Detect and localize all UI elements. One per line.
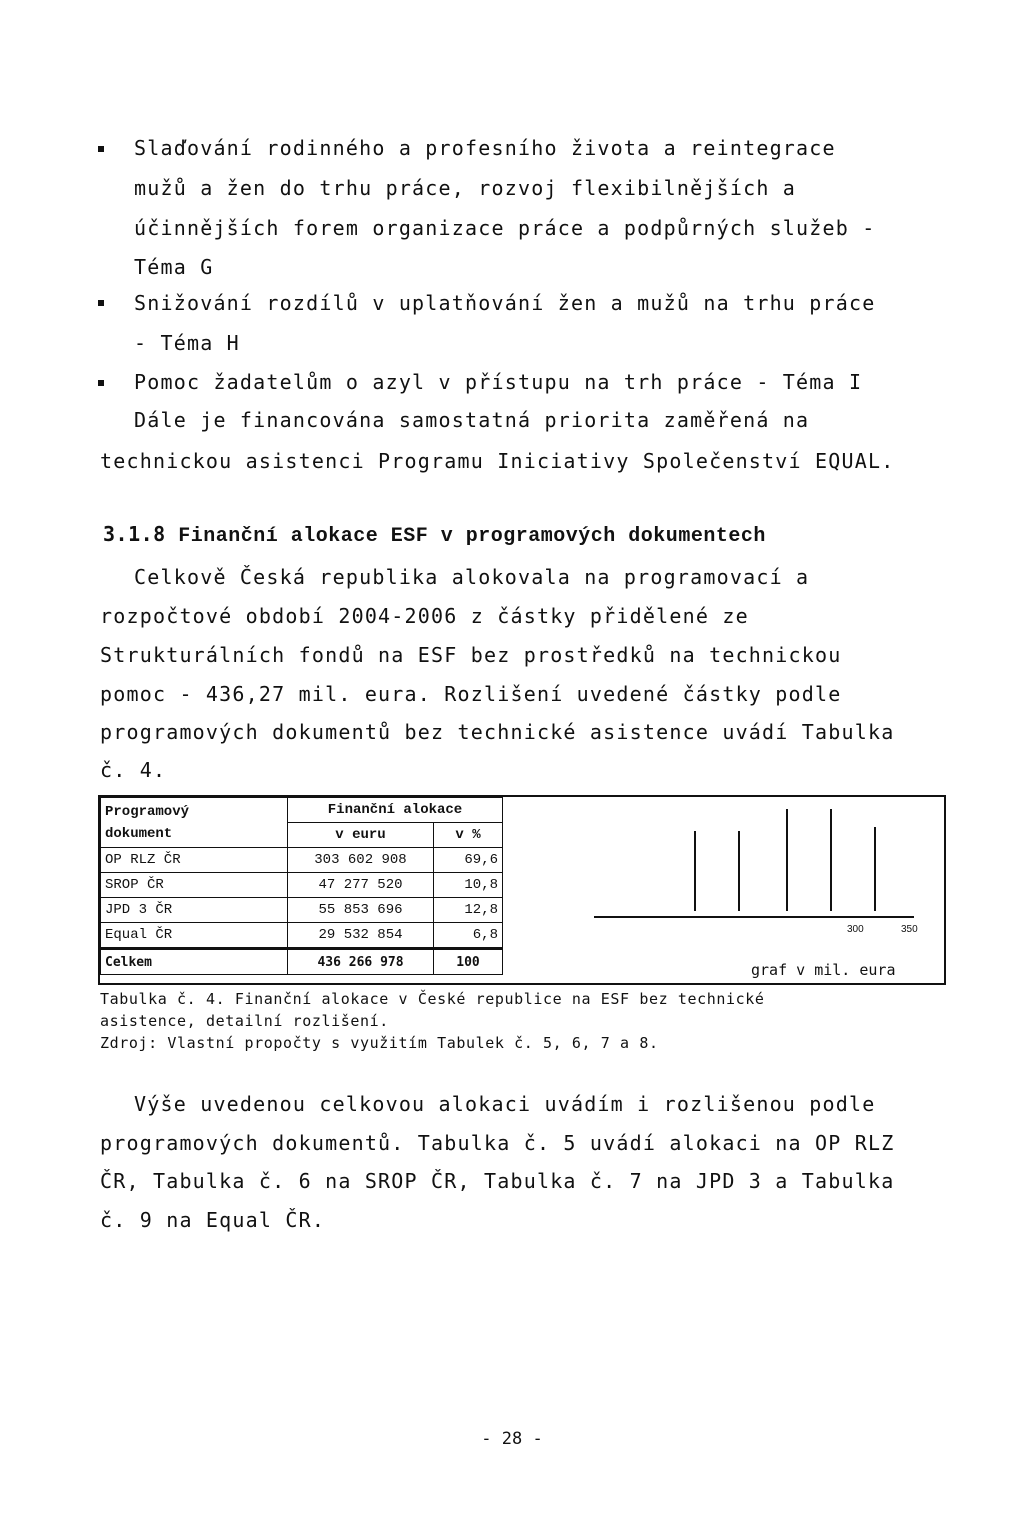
bullet-marker bbox=[98, 146, 104, 152]
table-caption-line-2: asistence, detailní rozlišení. bbox=[100, 1012, 389, 1030]
header-document-line-1: Programový bbox=[105, 803, 190, 820]
bullet-marker bbox=[98, 380, 104, 386]
bullet-3-line-1: Pomoc žadatelům o azyl v přístupu na trh práce - Téma I bbox=[134, 370, 863, 394]
table-row bbox=[101, 848, 503, 873]
chart-caption: graf v mil. eura bbox=[751, 961, 896, 979]
header-eur: v euru bbox=[288, 823, 434, 848]
header-document-line-2: dokument bbox=[105, 825, 173, 842]
header-allocation: Finanční alokace bbox=[288, 798, 503, 823]
bullet-1-line-4: Téma G bbox=[134, 255, 214, 279]
bullet-marker bbox=[98, 300, 104, 306]
table-row bbox=[101, 873, 503, 898]
table-row bbox=[101, 923, 503, 949]
row-name: JPD 3 ČR bbox=[101, 898, 288, 923]
total-eur: 436 266 978 bbox=[288, 949, 434, 975]
row-pct: 6,8 bbox=[434, 923, 503, 949]
row-pct: 12,8 bbox=[434, 898, 503, 923]
allocation-table bbox=[100, 797, 503, 975]
bullet-1-line-1: Slaďování rodinného a profesního života a reintegrace bbox=[134, 136, 836, 160]
row-name: Equal ČR bbox=[101, 923, 288, 949]
section-heading bbox=[103, 522, 766, 548]
paragraph-3-line-2: programových dokumentů. Tabulka č. 5 uvádí alokaci na OP RLZ bbox=[100, 1131, 895, 1155]
section-title: Finanční alokace ESF v programových dokumentech bbox=[178, 525, 766, 548]
chart-bar bbox=[830, 809, 832, 911]
chart-bar bbox=[786, 809, 788, 911]
tick-label: 350 bbox=[901, 924, 918, 935]
table-total-row bbox=[101, 949, 503, 975]
paragraph-3-line-3: ČR, Tabulka č. 6 na SROP ČR, Tabulka č. 7 na JPD 3 a Tabulka bbox=[100, 1169, 895, 1193]
bullet-1-line-2: mužů a žen do trhu práce, rozvoj flexibilnějších a bbox=[134, 176, 797, 200]
paragraph-1-line-1: Dále je financována samostatná priorita zaměřená na bbox=[134, 408, 810, 432]
chart-axis bbox=[594, 916, 914, 918]
bullet-2-line-2: - Téma H bbox=[134, 331, 240, 355]
bullet-2-line-1: Snižování rozdílů v uplatňování žen a mužů na trhu práce bbox=[134, 291, 876, 315]
total-pct: 100 bbox=[434, 949, 503, 975]
paragraph-2-line-6: č. 4. bbox=[100, 758, 167, 782]
paragraph-2-line-1: Celkově Česká republika alokovala na programovací a bbox=[134, 565, 810, 589]
paragraph-2-line-4: pomoc - 436,27 mil. eura. Rozlišení uvedené částky podle bbox=[100, 682, 842, 706]
paragraph-3-line-1: Výše uvedenou celkovou alokaci uvádím i rozlišenou podle bbox=[134, 1092, 876, 1116]
row-pct: 69,6 bbox=[434, 848, 503, 873]
table-row bbox=[101, 898, 503, 923]
paragraph-2-line-2: rozpočtové období 2004-2006 z částky přidělené ze bbox=[100, 604, 749, 628]
page-number: - 28 - bbox=[481, 1429, 543, 1449]
chart-bar bbox=[738, 831, 740, 911]
row-pct: 10,8 bbox=[434, 873, 503, 898]
paragraph-1-line-2: technickou asistenci Programu Iniciativy Společenství EQUAL. bbox=[100, 449, 895, 473]
allocation-chart bbox=[524, 797, 944, 983]
section-number: 3.1.8 bbox=[103, 522, 166, 546]
paragraph-3-line-4: č. 9 na Equal ČR. bbox=[100, 1208, 326, 1232]
row-eur: 303 602 908 bbox=[288, 848, 434, 873]
row-name: SROP ČR bbox=[101, 873, 288, 898]
header-pct: v % bbox=[434, 823, 503, 848]
tick-label: 300 bbox=[847, 924, 864, 935]
chart-bar bbox=[694, 831, 696, 911]
chart-bar bbox=[874, 827, 876, 911]
bullet-1-line-3: účinnějších forem organizace práce a podpůrných služeb - bbox=[134, 216, 876, 240]
row-eur: 55 853 696 bbox=[288, 898, 434, 923]
table-source: Zdroj: Vlastní propočty s využitím Tabulek č. 5, 6, 7 a 8. bbox=[100, 1034, 659, 1052]
row-eur: 47 277 520 bbox=[288, 873, 434, 898]
row-eur: 29 532 854 bbox=[288, 923, 434, 949]
header-document bbox=[101, 798, 288, 848]
paragraph-2-line-3: Strukturálních fondů na ESF bez prostředků na technickou bbox=[100, 643, 842, 667]
table-caption-line-1: Tabulka č. 4. Finanční alokace v České republice na ESF bez technické bbox=[100, 990, 765, 1008]
row-name: OP RLZ ČR bbox=[101, 848, 288, 873]
paragraph-2-line-5: programových dokumentů bez technické asistence uvádí Tabulka bbox=[100, 720, 895, 744]
total-name: Celkem bbox=[101, 949, 288, 975]
